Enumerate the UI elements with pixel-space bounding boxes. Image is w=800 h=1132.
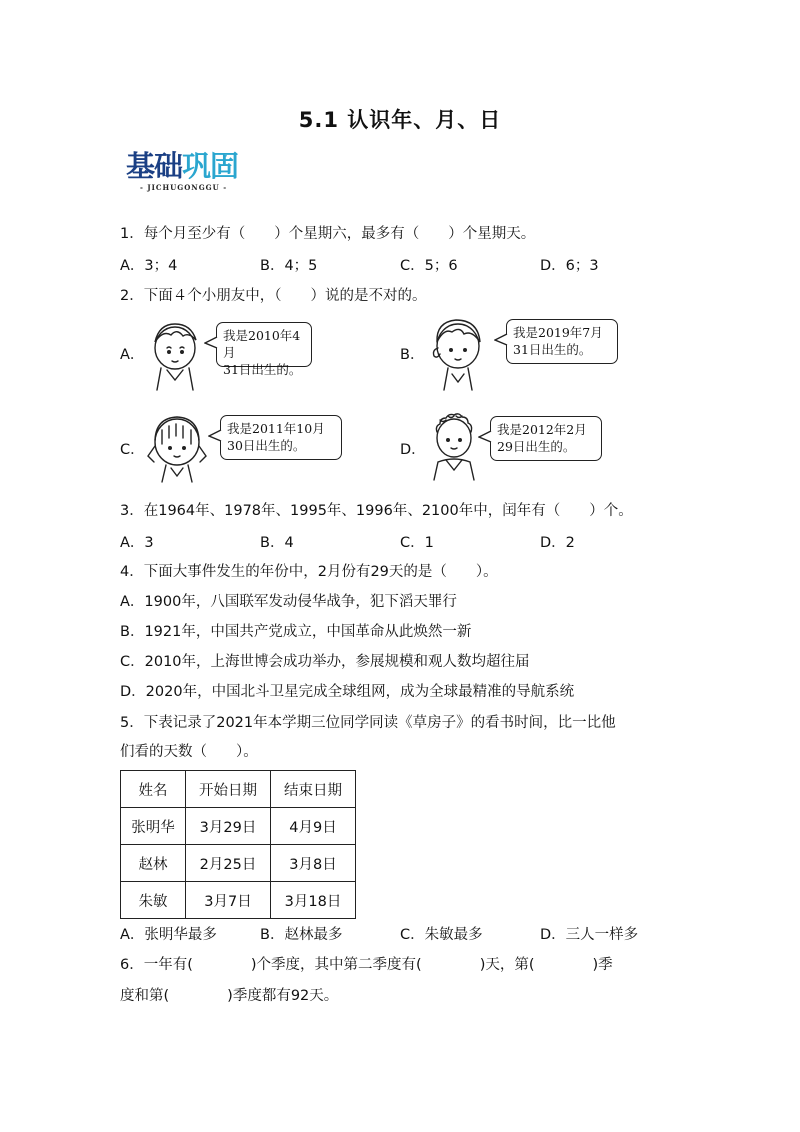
section-logo [126, 150, 266, 194]
q3-stem: 3．在1964年、1978年、1995年、1996年、2100年中，闰年有（ ）个。 [120, 503, 633, 519]
q1-option-d[interactable]: D．6；3 [540, 258, 599, 274]
table-header-row [121, 771, 356, 808]
q2-stem: 2．下面４个小朋友中，（ ）说的是不对的。 [120, 288, 427, 304]
table-cell: 3月18日 [271, 882, 356, 919]
bubble-tail-b [494, 333, 508, 347]
q6-line2: 度和第( )季度都有92天。 [120, 988, 339, 1004]
q2-choice-b-letter[interactable]: B． [400, 347, 425, 363]
q5-stem-line1: 5．下表记录了2021年本学期三位同学同读《草房子》的看书时间，比一比他 [120, 715, 616, 731]
table-header-cell: 结束日期 [271, 771, 356, 808]
table-cell: 3月7日 [186, 882, 271, 919]
logo-text: 基础巩固 [126, 149, 239, 183]
q5-option-c[interactable]: C．朱敏最多 [400, 927, 483, 943]
q3-option-a[interactable]: A．3 [120, 535, 154, 551]
q5-option-d[interactable]: D．三人一样多 [540, 927, 639, 943]
q4-option-b[interactable]: B．1921年，中国共产党成立，中国革命从此焕然一新 [120, 624, 472, 640]
table-cell: 3月8日 [271, 845, 356, 882]
table-header-cell: 开始日期 [186, 771, 271, 808]
q2-speech-bubble-a: 我是2010年4月 31日出生的。 [216, 322, 312, 367]
boy-d-illustration [424, 406, 484, 482]
table-cell: 张明华 [121, 808, 186, 845]
table-cell: 4月9日 [271, 808, 356, 845]
bubble-tail-d [478, 430, 492, 444]
q2-choice-d-letter[interactable]: D． [400, 442, 426, 458]
table-row [121, 845, 356, 882]
boy-b-illustration [422, 312, 492, 392]
page-title: 5.1 认识年、月、日 [298, 108, 502, 132]
q4-option-d[interactable]: D．2020年，中国北斗卫星完成全球组网，成为全球最精准的导航系统 [120, 684, 575, 700]
q3-option-d[interactable]: D．2 [540, 535, 575, 551]
q1-option-b[interactable]: B．4；5 [260, 258, 318, 274]
q2-speech-bubble-b: 我是2019年7月 31日出生的。 [506, 319, 618, 364]
bubble-tail-c [208, 429, 222, 443]
q6-line1: 6．一年有( )个季度，其中第二季度有( )天，第( )季 [120, 957, 613, 973]
q2-choice-c-letter[interactable]: C． [120, 442, 145, 458]
q1-option-a[interactable]: A．3；4 [120, 258, 178, 274]
q2-speech-bubble-c: 我是2011年10月 30日出生的。 [220, 415, 342, 460]
reading-time-table [120, 770, 356, 919]
q5-option-b[interactable]: B．赵林最多 [260, 927, 343, 943]
q4-option-c[interactable]: C．2010年，上海世博会成功举办，参展规模和观人数均超往届 [120, 654, 530, 670]
q1-stem: 1．每个月至少有（ ）个星期六，最多有（ ）个星期天。 [120, 226, 536, 242]
q4-option-a[interactable]: A．1900年，八国联军发动侵华战争，犯下滔天罪行 [120, 594, 457, 610]
q4-stem: 4．下面大事件发生的年份中，2月份有29天的是（ ）。 [120, 564, 498, 580]
table-cell: 朱敏 [121, 882, 186, 919]
q5-stem-line2: 们看的天数（ ）。 [120, 744, 258, 760]
q3-option-b[interactable]: B．4 [260, 535, 294, 551]
q2-choice-a-letter[interactable]: A． [120, 347, 145, 363]
table-header-cell: 姓名 [121, 771, 186, 808]
table-row [121, 882, 356, 919]
table-cell: 2月25日 [186, 845, 271, 882]
q3-option-c[interactable]: C．1 [400, 535, 434, 551]
q1-option-c[interactable]: C．5；6 [400, 258, 458, 274]
logo-subtitle: - JICHUGONGGU - [140, 183, 228, 192]
q5-option-a[interactable]: A．张明华最多 [120, 927, 217, 943]
table-cell: 3月29日 [186, 808, 271, 845]
table-row [121, 808, 356, 845]
bubble-tail-a [204, 336, 218, 350]
table-cell: 赵林 [121, 845, 186, 882]
q2-speech-bubble-d: 我是2012年2月 29日出生的。 [490, 416, 602, 461]
boy-a-illustration [145, 318, 207, 392]
girl-c-illustration [142, 408, 212, 484]
